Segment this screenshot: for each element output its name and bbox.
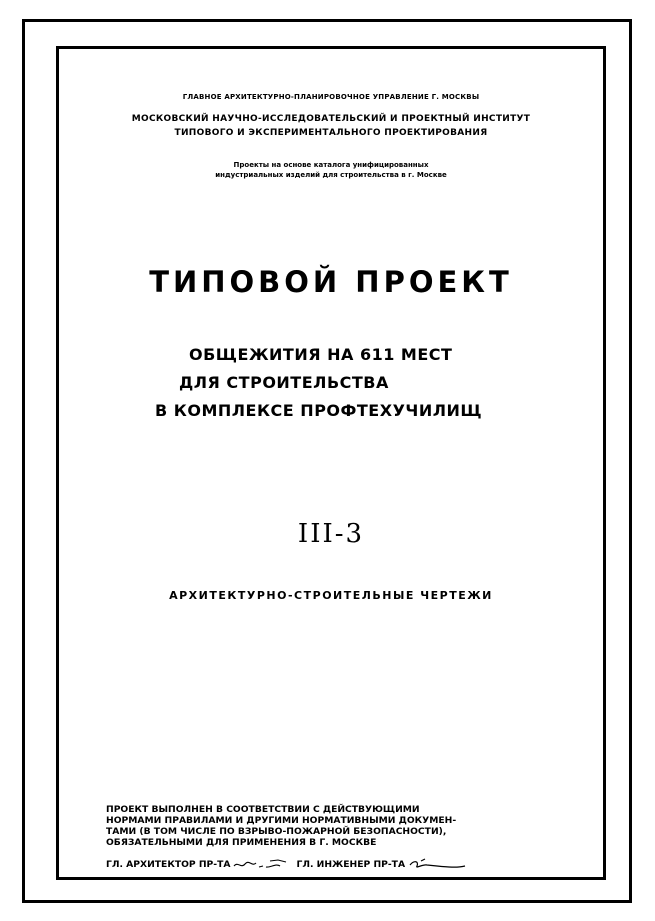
document-type: ТИПОВОЙ ПРОЕКТ <box>149 265 513 299</box>
compliance-line-1: ПРОЕКТ ВЫПОЛНЕН В СООТВЕТСТВИИ С ДЕЙСТВУЮЩИМИ <box>106 804 420 815</box>
document-sheet <box>22 19 632 903</box>
compliance-line-3: ТАМИ (В ТОМ ЧИСЛЕ ПО ВЗРЫВО-ПОЖАРНОЙ БЕЗОПАСНОСТИ), <box>106 826 447 837</box>
signature-row <box>106 857 471 871</box>
compliance-line-2: НОРМАМИ ПРАВИЛАМИ И ДРУГИМИ НОРМАТИВНЫМИ ДОКУМЕН- <box>106 815 457 826</box>
institute-line-2: ТИПОВОГО И ЭКСПЕРИМЕНТАЛЬНОГО ПРОЕКТИРОВАНИЯ <box>174 128 488 138</box>
institute-line-1: МОСКОВСКИЙ НАУЧНО-ИССЛЕДОВАТЕЛЬСКИЙ И ПРОЕКТНЫЙ ИНСТИТУТ <box>131 114 531 124</box>
institute-name <box>59 112 603 140</box>
catalog-line-1: Проекты на основе каталога унифицированных <box>233 161 429 169</box>
ministry-name: ГЛАВНОЕ АРХИТЕКТУРНО-ПЛАНИРОВОЧНОЕ УПРАВЛЕНИЕ Г. МОСКВЫ <box>182 93 480 101</box>
architect-label: ГЛ. АРХИТЕКТОР ПР-ТА <box>106 858 231 870</box>
title-line-2: ДЛЯ СТРОИТЕЛЬСТВА <box>179 373 389 392</box>
catalog-note <box>59 160 603 180</box>
engineer-label: ГЛ. ИНЖЕНЕР ПР-ТА <box>296 858 406 870</box>
title-line-1: ОБЩЕЖИТИЯ НА 611 МЕСТ <box>189 345 453 364</box>
compliance-statement <box>106 804 606 848</box>
architect-signature <box>232 857 294 871</box>
drawing-frame <box>56 46 606 880</box>
compliance-line-4: ОБЯЗАТЕЛЬНЫМИ ДЛЯ ПРИМЕНЕНИЯ В Г. МОСКВЕ <box>106 837 377 848</box>
engineer-signature <box>407 857 469 871</box>
volume-number: III-3 <box>297 519 365 549</box>
project-title <box>155 341 482 425</box>
catalog-line-2: индустриальных изделий для строительства в г. Москве <box>215 171 447 179</box>
section-title: АРХИТЕКТУРНО-СТРОИТЕЛЬНЫЕ ЧЕРТЕЖИ <box>169 589 493 602</box>
title-line-3: В КОМПЛЕКСЕ ПРОФТЕХУЧИЛИЩ <box>155 401 483 420</box>
